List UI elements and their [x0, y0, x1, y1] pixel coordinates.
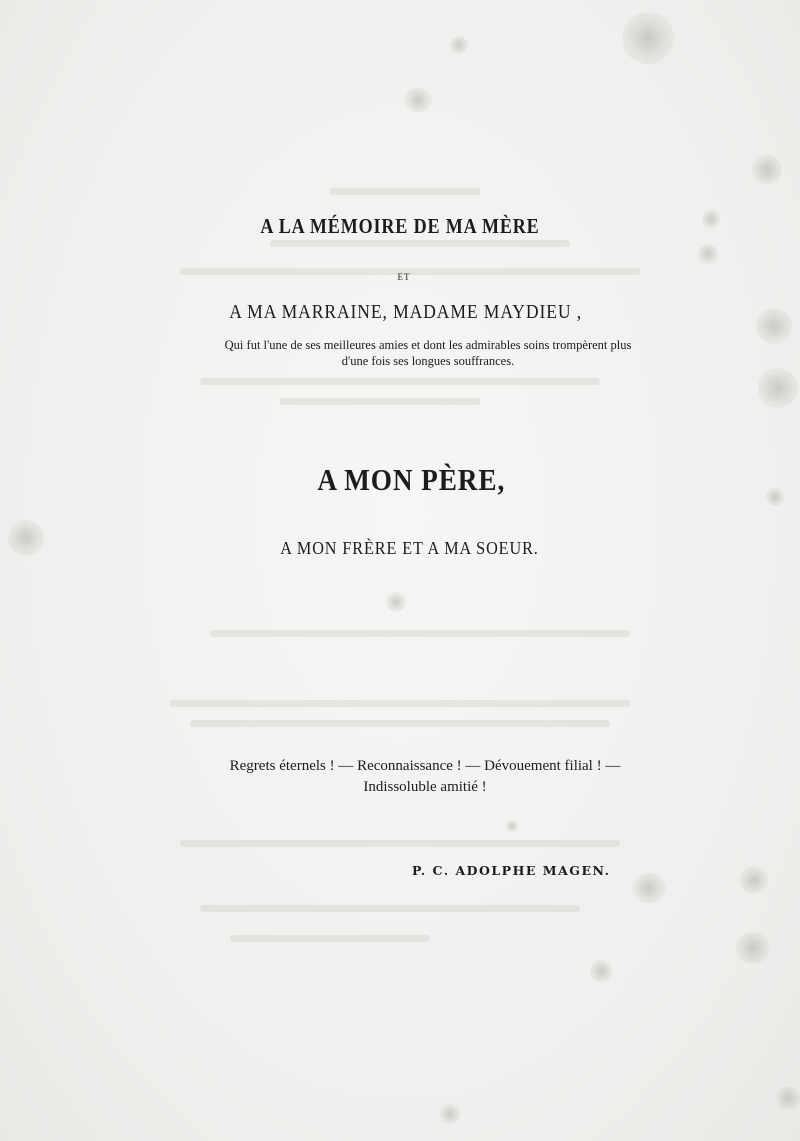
dedication-motto: [0, 756, 800, 798]
foxing-spot: [698, 244, 718, 264]
bleed-through-line: [190, 720, 610, 727]
foxing-spot: [776, 1086, 800, 1110]
bleed-through-line: [280, 398, 480, 405]
bleed-through-line: [330, 188, 480, 195]
foxing-spot: [386, 592, 406, 612]
bleed-through-line: [200, 905, 580, 912]
foxing-spot: [450, 36, 468, 54]
foxing-spot: [590, 960, 612, 982]
bleed-through-line: [180, 840, 620, 847]
motto-line: Indissoluble amitié !: [363, 779, 487, 795]
dedication-conjunction: ET: [397, 272, 411, 282]
dedication-title-siblings: A MON FRÈRE ET A MA SOEUR.: [280, 538, 539, 558]
foxing-spot: [404, 88, 432, 112]
bleed-through-line: [200, 378, 600, 385]
motto-line: Regrets éternels ! — Reconnaissance ! — Dévouement filial ! —: [229, 758, 621, 774]
dedication-title-mother: A LA MÉMOIRE DE MA MÈRE: [260, 214, 540, 238]
dedication-tribute: [0, 337, 800, 369]
bleed-through-line: [170, 700, 630, 707]
foxing-spot: [736, 932, 770, 964]
dedication-tribute-line: d'une fois ses longues souffrances.: [341, 354, 515, 368]
foxing-spot: [506, 820, 518, 832]
foxing-spot: [752, 155, 782, 185]
foxing-spot: [440, 1104, 460, 1124]
dedication-tribute-line: Qui fut l'une de ses meilleures amies et dont les admirables soins trompèrent plus: [224, 338, 632, 352]
foxing-spot: [632, 873, 666, 903]
foxing-spot: [740, 866, 768, 894]
foxing-spot: [622, 12, 674, 64]
foxing-spot: [8, 520, 44, 556]
dedication-title-father: A MON PÈRE,: [317, 462, 506, 497]
foxing-spot: [758, 368, 798, 408]
author-signature: P. C. ADOLPHE MAGEN.: [412, 863, 611, 878]
bleed-through-line: [210, 630, 630, 637]
dedication-title-godmother: A MA MARRAINE, MADAME MAYDIEU ,: [229, 301, 583, 323]
bleed-through-line: [270, 240, 570, 247]
bleed-through-line: [230, 935, 430, 942]
foxing-spot: [766, 488, 784, 506]
